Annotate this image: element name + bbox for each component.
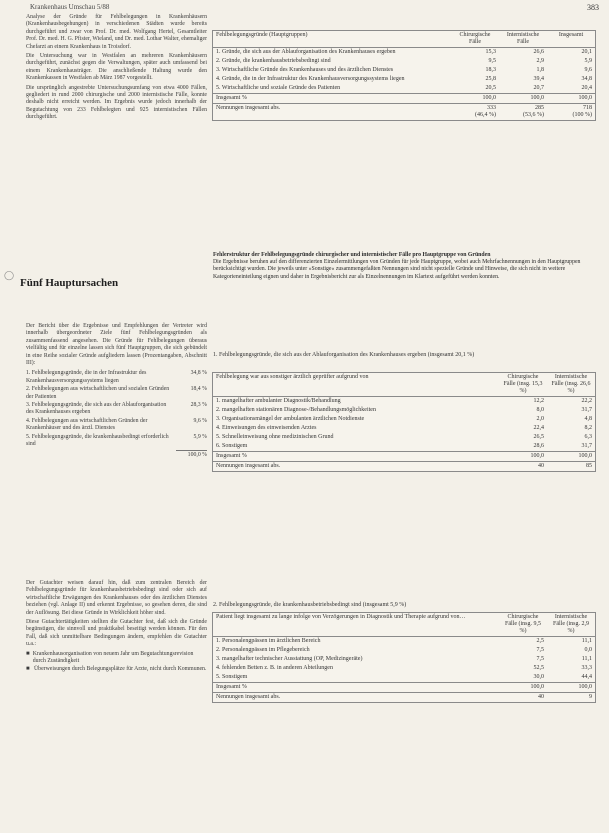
table-cell: 8,2 xyxy=(584,425,592,431)
table-cell: 100,0 xyxy=(547,452,595,462)
table-cell: 1. Gründe, die sich aus der Ablauforganisation des Krankenhauses ergeben xyxy=(216,49,396,55)
table-row xyxy=(213,655,595,664)
table-sum-row xyxy=(213,94,595,104)
table-cell: 26,6 xyxy=(533,49,544,55)
list-item xyxy=(26,666,207,673)
table-cell: 1. Personalengpässen im ärztlichen Bereich xyxy=(216,638,321,644)
page-number: 383 xyxy=(587,3,599,12)
column-header: Chirurgische Fälle xyxy=(451,31,499,48)
table-cell: 3. Organisationsmängel der ambulanten ärztlichen Notdienste xyxy=(216,416,365,422)
table-cell: 11,1 xyxy=(581,656,592,662)
table-cell: 100,0 xyxy=(499,452,547,462)
section-heading: Fünf Hauptursachen xyxy=(20,277,119,289)
paragraph: Diese Gutachtertätigkeiten stellten die Gutachter fest, daß sich die Gründe begünstigen, die sinnvoll und praktikabel beseitigt werden können. Für den Fall, daß sich unmittelbare Bedingungen ändern, empfehlen die Gutachter u.a.: xyxy=(26,619,207,648)
table-cell: 100,0 xyxy=(499,683,547,693)
table-header-row xyxy=(213,373,595,397)
list-item-text: 1. Fehlbelegungsgründe, die in der Infrastruktur des Krankenhausversorgungssystems liegen xyxy=(26,370,147,384)
list-item-text: 5. Fehlbelegungsgründe, die krankenhausbedingt erforderlich sind xyxy=(26,433,169,448)
table-cell: 7,5 xyxy=(536,656,544,662)
column-header: Patient liegt insgesamt zu lange infolge von Verzögerungen in Diagnostik und Therapie aufgrund von… xyxy=(213,613,499,637)
table-cell: 4,8 xyxy=(584,416,592,422)
table-cell: 40 xyxy=(499,462,547,472)
table-sum-row xyxy=(213,452,595,462)
table-row xyxy=(213,424,595,433)
paragraph: Der Gutachter weisen darauf hin, daß zum zentralen Bereich der Fehlbelegungsgründe für krankenhausbetriebsbedingt sind oder sich auf wirtschaftliche Erwägungen des Krankenhauses oder des ärztlichen Dienstes beziehen (vgl. Anlage II) und erkennt Ergebnisse, so gesehen deren, die sind der Auflösung. Bei diese Gründe in Wirklichkeit höher sind. xyxy=(26,580,207,616)
table-cell: Insgesamt % xyxy=(213,452,499,462)
table-main-groups xyxy=(212,30,596,121)
table-cell: 11,1 xyxy=(581,638,592,644)
table-cell: 9 xyxy=(547,693,595,703)
table-cell: Insgesamt % xyxy=(213,683,499,693)
table-cell: 28,6 xyxy=(533,443,544,449)
table-cell: 5,9 xyxy=(584,58,592,64)
table-cell: 6,3 xyxy=(584,434,592,440)
table-cell: 40 xyxy=(499,693,547,703)
table-cell: 0,0 xyxy=(584,647,592,653)
table-header-row xyxy=(213,31,595,48)
table-cell: 5. Sonstigem xyxy=(216,674,248,680)
list-item-text: Krankenhausorganisation von neuem Jahr um Begutachtungsrevision durch Zuständigkeit xyxy=(32,650,194,665)
table-organisation xyxy=(212,372,596,472)
caption-title: Fehlerstruktur der Fehlbelegungsgründe chirurgischer und internistischer Fälle pro Hauptgruppe von Gründen xyxy=(213,252,491,258)
table-cell: 3. Wirtschaftliche Gründe des Krankenhauses und des ärztlichen Dienstes xyxy=(216,67,394,73)
column-header: Internistische Fälle (insg. 2,9 %) xyxy=(547,613,595,637)
table-cell: 85 xyxy=(547,462,595,472)
list-item xyxy=(26,418,207,433)
table-cell: 2,9 xyxy=(536,58,544,64)
table-cell: Nennungen insgesamt abs. xyxy=(213,104,451,121)
table-cell: 2,0 xyxy=(536,416,544,422)
table-total-row xyxy=(213,104,595,121)
column-header: Insgesamt xyxy=(547,31,595,48)
table-row xyxy=(213,646,595,655)
table-cell: 5. Schnelleinweisung ohne medizinischen Grund xyxy=(216,434,334,440)
table-row xyxy=(213,415,595,424)
column-header: Internistische Fälle xyxy=(499,31,547,48)
table-title: 2. Fehlbelegungsgründe, die krankenhausbetriebsbedingt sind (insgesamt 5,9 %) xyxy=(213,602,407,608)
table-row xyxy=(213,84,595,94)
table-row xyxy=(213,75,595,84)
table-cell: 20,4 xyxy=(581,85,592,91)
table-cell: 9,6 xyxy=(584,67,592,73)
table-row xyxy=(213,442,595,452)
table-title: 1. Fehlbelegungsgründe, die sich aus der Ablauforganisation des Krankenhauses ergeben (insgesamt 20,1 %) xyxy=(213,352,475,358)
table-row xyxy=(213,397,595,407)
table-cell: 2. mangelhaften stationären Diagnose-/Behandlungsmöglichkeiten xyxy=(216,407,376,413)
list-item xyxy=(26,651,207,666)
list-item xyxy=(26,434,207,449)
table-cell: 15,3 xyxy=(485,49,496,55)
table-sum-row xyxy=(213,683,595,693)
table-cell: 100,0 xyxy=(499,94,547,104)
table-cell: 2. Personalengpässen im Pflegebereich xyxy=(216,647,310,653)
list-item-percent: 34,8 % xyxy=(190,370,207,377)
table-operations xyxy=(212,612,596,703)
table-cell: 20,5 xyxy=(485,85,496,91)
table-cell: 4. Gründe, die in der Infrastruktur des Krankenhausversorgungssystems liegen xyxy=(216,76,405,82)
table-cell: 7,5 xyxy=(536,647,544,653)
table-cell: 285 (53,6 %) xyxy=(499,104,547,121)
table-cell: 33,3 xyxy=(581,665,592,671)
table-cell: 22,4 xyxy=(533,425,544,431)
table-total-row xyxy=(213,693,595,703)
table-cell: 31,7 xyxy=(581,407,592,413)
left-column-bottom xyxy=(26,580,207,675)
table-cell: 2. Gründe, die krankenhausbetriebsbedingt sind xyxy=(216,58,331,64)
paragraph: Analyse der Gründe für Fehlbelegungen in Krankenhäusern (Krankenhausbegehungen) in verschiedenen Städten wurde bereits durchgeführt und zwar von Prof. Dr. med. Wolfgang Hertel, Gesamtleiter Prof. Dr. med. H. G. Pfister, Wieland, und Dr. med. Lothar Walter, ehemaliger Chefarzt an einem Krankenhaus in Troisdorf. xyxy=(26,14,207,50)
table-caption xyxy=(213,252,597,281)
table-cell: 8,0 xyxy=(536,407,544,413)
table-row xyxy=(213,637,595,647)
table-cell: 1,8 xyxy=(536,67,544,73)
table-cell: 3. mangelhafter technischer Ausstattung (OP, Medizingeräte) xyxy=(216,656,363,662)
list-item-text: Überweisungen durch Belegungsplätze für Arzte, nicht durch Kommunen. xyxy=(34,666,207,673)
table-cell: 9,5 xyxy=(488,58,496,64)
table-cell: 44,4 xyxy=(581,674,592,680)
table-cell: 100,0 xyxy=(547,683,595,693)
table-header-row xyxy=(213,613,595,637)
list-item-percent: 9,6 % xyxy=(193,417,207,424)
table-cell: Nennungen insgesamt abs. xyxy=(213,693,499,703)
bullet-icon: ■ xyxy=(26,666,30,673)
table-row xyxy=(213,406,595,415)
list-item-percent: 18,4 % xyxy=(190,386,207,393)
column-header: Chirurgische Fälle (insg. 9,5 %) xyxy=(499,613,547,637)
table-cell: 6. Sonstigem xyxy=(216,443,248,449)
table-row xyxy=(213,48,595,58)
table-row xyxy=(213,66,595,75)
list-sum: 100,0 % xyxy=(176,450,207,459)
bullet-icon: ■ xyxy=(26,650,30,657)
table-cell: Insgesamt % xyxy=(213,94,451,104)
table-cell: 4. fehlenden Betten z. B. in anderen Abteilungen xyxy=(216,665,333,671)
paragraph: Der Bericht über die Ergebnisse und Empfehlungen der Vertreter wird innerhalb übergeordneter Ziele fünf Fehlbelegungsgründen als zusammenfassend angesehen. Die Gründe für Fehlbelegungen überaus vielfältig und für einzelne lassen sich fünf Hauptgruppen, die sich gebündelt in eine Reihe sozialer Gründe aufgliedern lassen (Prozentangaben, Abschnitt III): xyxy=(26,323,207,367)
table-cell: 12,2 xyxy=(533,398,544,404)
list-item-text: 4. Fehlbelegungen aus wirtschaftlichen Gründen der Krankenhäuser und des ärztl. Dienstes xyxy=(26,417,148,432)
table-cell: 20,1 xyxy=(581,49,592,55)
table-cell: 34,8 xyxy=(581,76,592,82)
table-cell: 25,8 xyxy=(485,76,496,82)
paragraph: Die Untersuchung war in Westfalen an mehreren Krankenhäusern durchgeführt, zunächst gegen die Verwaltungen, später auch umfassend bei einem Krankenhausträger. Die anschließende Haltung wurde den Krankenkassen in Westfalen ab März 1987 vorgestellt. xyxy=(26,53,207,82)
table-cell: 1. mangelhafter ambulanter Diagnostik/Behandlung xyxy=(216,398,341,404)
left-column-middle xyxy=(26,323,207,461)
table-cell: 39,4 xyxy=(533,76,544,82)
list-item-text: 2. Fehlbelegungen aus wirtschaftlichen und sozialen Gründen der Patienten xyxy=(26,386,170,400)
table-total-row xyxy=(213,462,595,472)
list-item-percent: 5,9 % xyxy=(193,433,207,440)
caption-text: Die Ergebnisse beruhen auf den differenzierten Einzelermittlungen von Gründen für jede Hauptgruppe, wobei auch Mehrfachnennungen in den Hauptgruppen berücksichtigt wurden. Die jeweils unter »Sonstige« zusammengefaßten Nennungen sind nicht spezielle Gründe und Hinweise, die sich nicht in weitere Kategorieneinteilung eignen und daher in Ergebnisbericht zur als Einzelnennungen im Klartext aufgeführt werden konnten. xyxy=(213,259,581,280)
table-row xyxy=(213,57,595,66)
bullet-list xyxy=(26,651,207,674)
table-row xyxy=(213,433,595,442)
column-header: Chirurgische Fälle (insg. 15,3 %) xyxy=(499,373,547,397)
column-header: Internistische Fälle (insg. 26,6 %) xyxy=(547,373,595,397)
enumeration-list xyxy=(26,370,207,458)
table-cell: 2,5 xyxy=(536,638,544,644)
table-cell: 100,0 xyxy=(547,94,595,104)
table-cell: 5. Wirtschaftliche und soziale Gründe des Patienten xyxy=(216,85,341,91)
table-row xyxy=(213,664,595,673)
table-cell: 22,2 xyxy=(581,398,592,404)
table-cell: 18,3 xyxy=(485,67,496,73)
table-cell: 100,0 xyxy=(451,94,499,104)
table-cell: 20,7 xyxy=(533,85,544,91)
left-column-top xyxy=(26,14,207,124)
table-cell: 333 (46,4 %) xyxy=(451,104,499,121)
running-head: Krankenhaus Umschau 5/88 xyxy=(30,3,110,11)
table-cell: 718 (100 %) xyxy=(547,104,595,121)
list-item-percent: 28,3 % xyxy=(190,402,207,409)
column-header: Fehlbelegung war aus sonstiger ärztlich geprüfter aufgrund von xyxy=(213,373,499,397)
paragraph: Die ursprünglich angestrebte Untersuchungsumfang von etwa 4000 Fällen, gegliedert in rund 2000 chirurgische und 2000 internistische Fälle, konnte deshalb nicht erreicht werden. Im Ergebnis wurde jedoch innerhalb der Begutachtung von 233 Fehlbelegten und 925 internistischen Fällen durchgeführt. xyxy=(26,84,207,121)
table-cell: 52,5 xyxy=(533,665,544,671)
binder-hole-icon: ◯ xyxy=(4,270,15,280)
table-cell: 26,5 xyxy=(533,434,544,440)
table-cell: 30,0 xyxy=(533,674,544,680)
column-header: Fehlbelegungsgründe (Hauptgruppen) xyxy=(213,31,451,48)
list-item xyxy=(26,402,207,417)
table-cell: Nennungen insgesamt abs. xyxy=(213,462,499,472)
list-item xyxy=(26,386,207,401)
table-row xyxy=(213,673,595,683)
table-cell: 4. Einweisungen des einweisenden Arztes xyxy=(216,425,317,431)
list-item-text: 3. Fehlbelegungsgründe, die sich aus der Ablauforganisation des Krankenhauses ergeben xyxy=(26,402,167,416)
list-item xyxy=(26,370,207,385)
table-cell: 31,7 xyxy=(581,443,592,449)
